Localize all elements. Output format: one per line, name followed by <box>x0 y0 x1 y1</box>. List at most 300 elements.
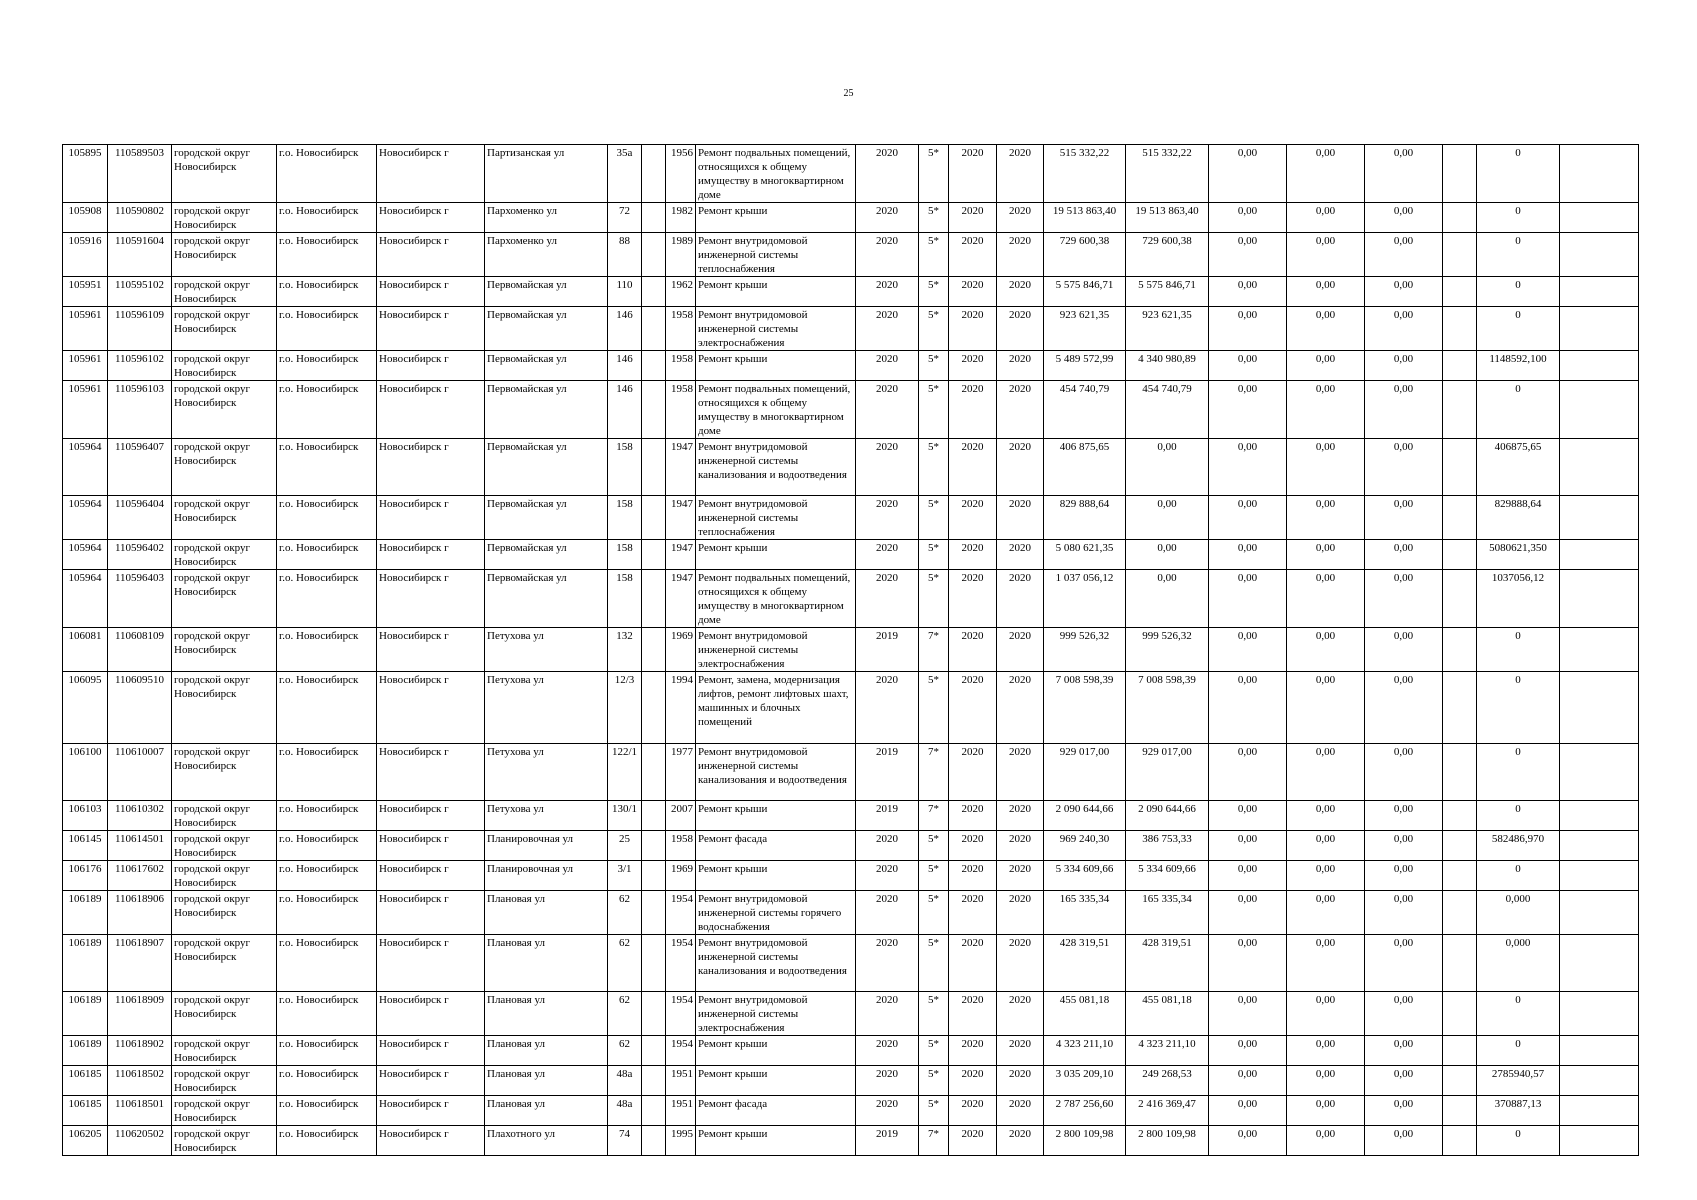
plan-year-cell: 2020 <box>856 381 919 439</box>
value-2-cell: 0,00 <box>1287 570 1365 628</box>
last-cell <box>1560 307 1639 351</box>
table-row <box>63 277 1639 307</box>
street-cell: Пархоменко ул <box>485 203 608 233</box>
street-cell: Петухова ул <box>485 672 608 744</box>
value-1-cell: 0,00 <box>1209 1096 1287 1126</box>
cost-fund-cell: 2 416 369,47 <box>1126 1096 1209 1126</box>
city-cell: Новосибирск г <box>377 439 485 496</box>
last-cell <box>1560 1066 1639 1096</box>
mark-cell: 5* <box>919 277 949 307</box>
district-cell: г.о. Новосибирск <box>277 1036 377 1066</box>
mark-cell: 5* <box>919 861 949 891</box>
cost-other-cell: 0 <box>1477 233 1560 277</box>
row-id-cell: 106176 <box>63 861 108 891</box>
municipality-cell: городской округ Новосибирск <box>172 672 277 744</box>
build-year-cell: 1958 <box>666 831 696 861</box>
year-from-cell: 2020 <box>949 233 997 277</box>
work-type-cell: Ремонт подвальных помещений, относящихся к общему имуществу в многоквартирном доме <box>696 570 856 628</box>
district-cell: г.о. Новосибирск <box>277 540 377 570</box>
work-type-cell: Ремонт фасада <box>696 1096 856 1126</box>
build-year-cell: 1951 <box>666 1096 696 1126</box>
municipality-cell: городской округ Новосибирск <box>172 277 277 307</box>
building-cell <box>642 307 666 351</box>
city-cell: Новосибирск г <box>377 540 485 570</box>
row-code-cell: 110610302 <box>108 801 172 831</box>
street-cell: Плановая ул <box>485 1066 608 1096</box>
mark-cell: 5* <box>919 891 949 935</box>
municipality-cell: городской округ Новосибирск <box>172 145 277 203</box>
city-cell: Новосибирск г <box>377 307 485 351</box>
row-code-cell: 110596407 <box>108 439 172 496</box>
value-1-cell: 0,00 <box>1209 381 1287 439</box>
cost-other-cell: 1037056,12 <box>1477 570 1560 628</box>
cost-total-cell: 4 323 211,10 <box>1044 1036 1126 1066</box>
extra-cell <box>1443 935 1477 992</box>
year-to-cell: 2020 <box>997 570 1044 628</box>
district-cell: г.о. Новосибирск <box>277 381 377 439</box>
build-year-cell: 2007 <box>666 801 696 831</box>
city-cell: Новосибирск г <box>377 744 485 801</box>
cost-other-cell: 0 <box>1477 744 1560 801</box>
plan-year-cell: 2020 <box>856 145 919 203</box>
year-from-cell: 2020 <box>949 831 997 861</box>
extra-cell <box>1443 1126 1477 1156</box>
row-code-cell: 110609510 <box>108 672 172 744</box>
city-cell: Новосибирск г <box>377 992 485 1036</box>
value-3-cell: 0,00 <box>1365 351 1443 381</box>
cost-total-cell: 5 489 572,99 <box>1044 351 1126 381</box>
street-cell: Планировочная ул <box>485 861 608 891</box>
year-to-cell: 2020 <box>997 277 1044 307</box>
row-code-cell: 110618909 <box>108 992 172 1036</box>
value-3-cell: 0,00 <box>1365 831 1443 861</box>
value-2-cell: 0,00 <box>1287 801 1365 831</box>
building-cell <box>642 861 666 891</box>
district-cell: г.о. Новосибирск <box>277 831 377 861</box>
row-code-cell: 110596103 <box>108 381 172 439</box>
row-code-cell: 110617602 <box>108 861 172 891</box>
plan-year-cell: 2020 <box>856 233 919 277</box>
district-cell: г.о. Новосибирск <box>277 203 377 233</box>
street-cell: Петухова ул <box>485 744 608 801</box>
year-to-cell: 2020 <box>997 672 1044 744</box>
last-cell <box>1560 540 1639 570</box>
row-id-cell: 105961 <box>63 351 108 381</box>
row-code-cell: 110618502 <box>108 1066 172 1096</box>
mark-cell: 7* <box>919 1126 949 1156</box>
cost-other-cell: 0 <box>1477 861 1560 891</box>
building-cell <box>642 628 666 672</box>
house-number-cell: 158 <box>608 496 642 540</box>
extra-cell <box>1443 351 1477 381</box>
street-cell: Петухова ул <box>485 801 608 831</box>
table-row <box>63 1096 1639 1126</box>
district-cell: г.о. Новосибирск <box>277 1066 377 1096</box>
house-number-cell: 48а <box>608 1066 642 1096</box>
mark-cell: 5* <box>919 672 949 744</box>
house-number-cell: 62 <box>608 935 642 992</box>
year-to-cell: 2020 <box>997 628 1044 672</box>
cost-total-cell: 969 240,30 <box>1044 831 1126 861</box>
build-year-cell: 1947 <box>666 570 696 628</box>
value-3-cell: 0,00 <box>1365 307 1443 351</box>
value-2-cell: 0,00 <box>1287 307 1365 351</box>
row-id-cell: 106189 <box>63 935 108 992</box>
work-type-cell: Ремонт, замена, модернизация лифтов, ремонт лифтовых шахт, машинных и блочных помещений <box>696 672 856 744</box>
cost-fund-cell: 5 334 609,66 <box>1126 861 1209 891</box>
municipality-cell: городской округ Новосибирск <box>172 861 277 891</box>
last-cell <box>1560 439 1639 496</box>
municipality-cell: городской округ Новосибирск <box>172 801 277 831</box>
extra-cell <box>1443 672 1477 744</box>
work-type-cell: Ремонт крыши <box>696 1066 856 1096</box>
table-row <box>63 233 1639 277</box>
extra-cell <box>1443 831 1477 861</box>
value-1-cell: 0,00 <box>1209 744 1287 801</box>
table-row <box>63 744 1639 801</box>
work-type-cell: Ремонт крыши <box>696 277 856 307</box>
row-id-cell: 105961 <box>63 381 108 439</box>
value-1-cell: 0,00 <box>1209 1066 1287 1096</box>
table-row <box>63 1036 1639 1066</box>
value-1-cell: 0,00 <box>1209 861 1287 891</box>
plan-year-cell: 2020 <box>856 570 919 628</box>
build-year-cell: 1989 <box>666 233 696 277</box>
value-2-cell: 0,00 <box>1287 672 1365 744</box>
work-type-cell: Ремонт крыши <box>696 1126 856 1156</box>
value-3-cell: 0,00 <box>1365 992 1443 1036</box>
street-cell: Пархоменко ул <box>485 233 608 277</box>
city-cell: Новосибирск г <box>377 277 485 307</box>
value-3-cell: 0,00 <box>1365 381 1443 439</box>
year-from-cell: 2020 <box>949 307 997 351</box>
cost-other-cell: 829888,64 <box>1477 496 1560 540</box>
extra-cell <box>1443 891 1477 935</box>
extra-cell <box>1443 439 1477 496</box>
value-1-cell: 0,00 <box>1209 145 1287 203</box>
value-1-cell: 0,00 <box>1209 935 1287 992</box>
mark-cell: 5* <box>919 381 949 439</box>
row-id-cell: 106185 <box>63 1066 108 1096</box>
row-id-cell: 106103 <box>63 801 108 831</box>
cost-total-cell: 455 081,18 <box>1044 992 1126 1036</box>
municipality-cell: городской округ Новосибирск <box>172 935 277 992</box>
city-cell: Новосибирск г <box>377 381 485 439</box>
value-1-cell: 0,00 <box>1209 277 1287 307</box>
value-1-cell: 0,00 <box>1209 672 1287 744</box>
cost-total-cell: 2 787 256,60 <box>1044 1096 1126 1126</box>
municipality-cell: городской округ Новосибирск <box>172 1036 277 1066</box>
cost-fund-cell: 249 268,53 <box>1126 1066 1209 1096</box>
value-2-cell: 0,00 <box>1287 277 1365 307</box>
mark-cell: 5* <box>919 203 949 233</box>
street-cell: Первомайская ул <box>485 496 608 540</box>
year-from-cell: 2020 <box>949 628 997 672</box>
row-code-cell: 110614501 <box>108 831 172 861</box>
row-id-cell: 106145 <box>63 831 108 861</box>
table-row <box>63 992 1639 1036</box>
street-cell: Плахотного ул <box>485 1126 608 1156</box>
table-row <box>63 203 1639 233</box>
cost-total-cell: 454 740,79 <box>1044 381 1126 439</box>
extra-cell <box>1443 801 1477 831</box>
district-cell: г.о. Новосибирск <box>277 672 377 744</box>
work-type-cell: Ремонт внутридомовой инженерной системы теплоснабжения <box>696 233 856 277</box>
build-year-cell: 1947 <box>666 496 696 540</box>
year-from-cell: 2020 <box>949 801 997 831</box>
table-row <box>63 307 1639 351</box>
cost-total-cell: 19 513 863,40 <box>1044 203 1126 233</box>
cost-fund-cell: 454 740,79 <box>1126 381 1209 439</box>
building-cell <box>642 540 666 570</box>
mark-cell: 5* <box>919 570 949 628</box>
value-3-cell: 0,00 <box>1365 801 1443 831</box>
table-row <box>63 145 1639 203</box>
value-2-cell: 0,00 <box>1287 935 1365 992</box>
row-code-cell: 110596404 <box>108 496 172 540</box>
row-code-cell: 110610007 <box>108 744 172 801</box>
value-1-cell: 0,00 <box>1209 439 1287 496</box>
extra-cell <box>1443 381 1477 439</box>
cost-other-cell: 2785940,57 <box>1477 1066 1560 1096</box>
year-to-cell: 2020 <box>997 861 1044 891</box>
municipality-cell: городской округ Новосибирск <box>172 831 277 861</box>
cost-total-cell: 729 600,38 <box>1044 233 1126 277</box>
cost-fund-cell: 428 319,51 <box>1126 935 1209 992</box>
value-2-cell: 0,00 <box>1287 1036 1365 1066</box>
municipality-cell: городской округ Новосибирск <box>172 992 277 1036</box>
value-1-cell: 0,00 <box>1209 570 1287 628</box>
cost-other-cell: 0 <box>1477 307 1560 351</box>
extra-cell <box>1443 992 1477 1036</box>
last-cell <box>1560 801 1639 831</box>
value-2-cell: 0,00 <box>1287 233 1365 277</box>
house-number-cell: 35а <box>608 145 642 203</box>
work-type-cell: Ремонт внутридомовой инженерной системы электроснабжения <box>696 628 856 672</box>
street-cell: Плановая ул <box>485 1036 608 1066</box>
build-year-cell: 1969 <box>666 628 696 672</box>
work-type-cell: Ремонт внутридомовой инженерной системы канализования и водоотведения <box>696 439 856 496</box>
cost-fund-cell: 7 008 598,39 <box>1126 672 1209 744</box>
year-to-cell: 2020 <box>997 1096 1044 1126</box>
year-to-cell: 2020 <box>997 744 1044 801</box>
plan-year-cell: 2020 <box>856 935 919 992</box>
year-from-cell: 2020 <box>949 145 997 203</box>
value-3-cell: 0,00 <box>1365 233 1443 277</box>
row-code-cell: 110618902 <box>108 1036 172 1066</box>
plan-year-cell: 2019 <box>856 628 919 672</box>
year-from-cell: 2020 <box>949 891 997 935</box>
build-year-cell: 1982 <box>666 203 696 233</box>
plan-year-cell: 2020 <box>856 277 919 307</box>
street-cell: Плановая ул <box>485 1096 608 1126</box>
year-from-cell: 2020 <box>949 1096 997 1126</box>
table-row <box>63 1126 1639 1156</box>
value-3-cell: 0,00 <box>1365 891 1443 935</box>
year-from-cell: 2020 <box>949 540 997 570</box>
mark-cell: 5* <box>919 1066 949 1096</box>
cost-fund-cell: 729 600,38 <box>1126 233 1209 277</box>
house-number-cell: 146 <box>608 351 642 381</box>
build-year-cell: 1958 <box>666 351 696 381</box>
mark-cell: 5* <box>919 935 949 992</box>
row-code-cell: 110596109 <box>108 307 172 351</box>
row-id-cell: 106205 <box>63 1126 108 1156</box>
cost-total-cell: 2 090 644,66 <box>1044 801 1126 831</box>
plan-year-cell: 2020 <box>856 1096 919 1126</box>
build-year-cell: 1954 <box>666 935 696 992</box>
cost-other-cell: 0 <box>1477 992 1560 1036</box>
year-to-cell: 2020 <box>997 831 1044 861</box>
row-code-cell: 110618906 <box>108 891 172 935</box>
house-number-cell: 122/1 <box>608 744 642 801</box>
plan-year-cell: 2020 <box>856 496 919 540</box>
cost-total-cell: 829 888,64 <box>1044 496 1126 540</box>
building-cell <box>642 439 666 496</box>
value-2-cell: 0,00 <box>1287 540 1365 570</box>
last-cell <box>1560 831 1639 861</box>
value-3-cell: 0,00 <box>1365 861 1443 891</box>
city-cell: Новосибирск г <box>377 861 485 891</box>
district-cell: г.о. Новосибирск <box>277 307 377 351</box>
year-to-cell: 2020 <box>997 381 1044 439</box>
cost-fund-cell: 0,00 <box>1126 439 1209 496</box>
municipality-cell: городской округ Новосибирск <box>172 439 277 496</box>
district-cell: г.о. Новосибирск <box>277 496 377 540</box>
cost-fund-cell: 0,00 <box>1126 570 1209 628</box>
extra-cell <box>1443 307 1477 351</box>
year-to-cell: 2020 <box>997 1066 1044 1096</box>
municipality-cell: городской округ Новосибирск <box>172 570 277 628</box>
value-2-cell: 0,00 <box>1287 891 1365 935</box>
extra-cell <box>1443 540 1477 570</box>
value-2-cell: 0,00 <box>1287 1096 1365 1126</box>
year-from-cell: 2020 <box>949 439 997 496</box>
district-cell: г.о. Новосибирск <box>277 233 377 277</box>
table-row <box>63 439 1639 496</box>
year-from-cell: 2020 <box>949 1066 997 1096</box>
build-year-cell: 1958 <box>666 381 696 439</box>
row-code-cell: 110608109 <box>108 628 172 672</box>
work-type-cell: Ремонт крыши <box>696 203 856 233</box>
municipality-cell: городской округ Новосибирск <box>172 1126 277 1156</box>
district-cell: г.о. Новосибирск <box>277 145 377 203</box>
cost-fund-cell: 0,00 <box>1126 540 1209 570</box>
district-cell: г.о. Новосибирск <box>277 992 377 1036</box>
repair-program-table <box>62 144 1639 1156</box>
municipality-cell: городской округ Новосибирск <box>172 307 277 351</box>
row-id-cell: 106095 <box>63 672 108 744</box>
house-number-cell: 74 <box>608 1126 642 1156</box>
value-3-cell: 0,00 <box>1365 145 1443 203</box>
year-from-cell: 2020 <box>949 351 997 381</box>
year-to-cell: 2020 <box>997 233 1044 277</box>
last-cell <box>1560 381 1639 439</box>
row-id-cell: 105964 <box>63 439 108 496</box>
cost-fund-cell: 2 090 644,66 <box>1126 801 1209 831</box>
last-cell <box>1560 628 1639 672</box>
value-2-cell: 0,00 <box>1287 831 1365 861</box>
year-from-cell: 2020 <box>949 570 997 628</box>
year-from-cell: 2020 <box>949 203 997 233</box>
district-cell: г.о. Новосибирск <box>277 801 377 831</box>
cost-fund-cell: 386 753,33 <box>1126 831 1209 861</box>
last-cell <box>1560 145 1639 203</box>
build-year-cell: 1954 <box>666 992 696 1036</box>
year-to-cell: 2020 <box>997 145 1044 203</box>
last-cell <box>1560 891 1639 935</box>
year-to-cell: 2020 <box>997 801 1044 831</box>
build-year-cell: 1947 <box>666 540 696 570</box>
row-id-cell: 105964 <box>63 570 108 628</box>
table-row <box>63 861 1639 891</box>
table-row <box>63 628 1639 672</box>
value-3-cell: 0,00 <box>1365 744 1443 801</box>
year-to-cell: 2020 <box>997 935 1044 992</box>
city-cell: Новосибирск г <box>377 496 485 540</box>
house-number-cell: 146 <box>608 381 642 439</box>
house-number-cell: 132 <box>608 628 642 672</box>
cost-fund-cell: 0,00 <box>1126 496 1209 540</box>
district-cell: г.о. Новосибирск <box>277 744 377 801</box>
table-row <box>63 891 1639 935</box>
cost-fund-cell: 19 513 863,40 <box>1126 203 1209 233</box>
building-cell <box>642 496 666 540</box>
house-number-cell: 158 <box>608 439 642 496</box>
city-cell: Новосибирск г <box>377 672 485 744</box>
table-row <box>63 570 1639 628</box>
year-to-cell: 2020 <box>997 307 1044 351</box>
work-type-cell: Ремонт внутридомовой инженерной системы канализования и водоотведения <box>696 935 856 992</box>
value-2-cell: 0,00 <box>1287 496 1365 540</box>
mark-cell: 5* <box>919 540 949 570</box>
municipality-cell: городской округ Новосибирск <box>172 1066 277 1096</box>
cost-other-cell: 0,000 <box>1477 935 1560 992</box>
municipality-cell: городской округ Новосибирск <box>172 351 277 381</box>
build-year-cell: 1951 <box>666 1066 696 1096</box>
extra-cell <box>1443 861 1477 891</box>
street-cell: Первомайская ул <box>485 439 608 496</box>
row-id-cell: 106081 <box>63 628 108 672</box>
cost-total-cell: 5 575 846,71 <box>1044 277 1126 307</box>
value-3-cell: 0,00 <box>1365 672 1443 744</box>
value-3-cell: 0,00 <box>1365 277 1443 307</box>
city-cell: Новосибирск г <box>377 1036 485 1066</box>
building-cell <box>642 1066 666 1096</box>
row-code-cell: 110618501 <box>108 1096 172 1126</box>
plan-year-cell: 2020 <box>856 1066 919 1096</box>
plan-year-cell: 2020 <box>856 203 919 233</box>
page-number: 25 <box>843 88 854 99</box>
house-number-cell: 158 <box>608 570 642 628</box>
year-to-cell: 2020 <box>997 351 1044 381</box>
building-cell <box>642 1096 666 1126</box>
cost-other-cell: 582486,970 <box>1477 831 1560 861</box>
value-2-cell: 0,00 <box>1287 1066 1365 1096</box>
district-cell: г.о. Новосибирск <box>277 891 377 935</box>
value-1-cell: 0,00 <box>1209 233 1287 277</box>
cost-other-cell: 0 <box>1477 203 1560 233</box>
year-to-cell: 2020 <box>997 891 1044 935</box>
district-cell: г.о. Новосибирск <box>277 351 377 381</box>
table-row <box>63 831 1639 861</box>
cost-other-cell: 0 <box>1477 381 1560 439</box>
mark-cell: 5* <box>919 233 949 277</box>
build-year-cell: 1954 <box>666 891 696 935</box>
value-2-cell: 0,00 <box>1287 381 1365 439</box>
value-1-cell: 0,00 <box>1209 496 1287 540</box>
cost-other-cell: 406875,65 <box>1477 439 1560 496</box>
